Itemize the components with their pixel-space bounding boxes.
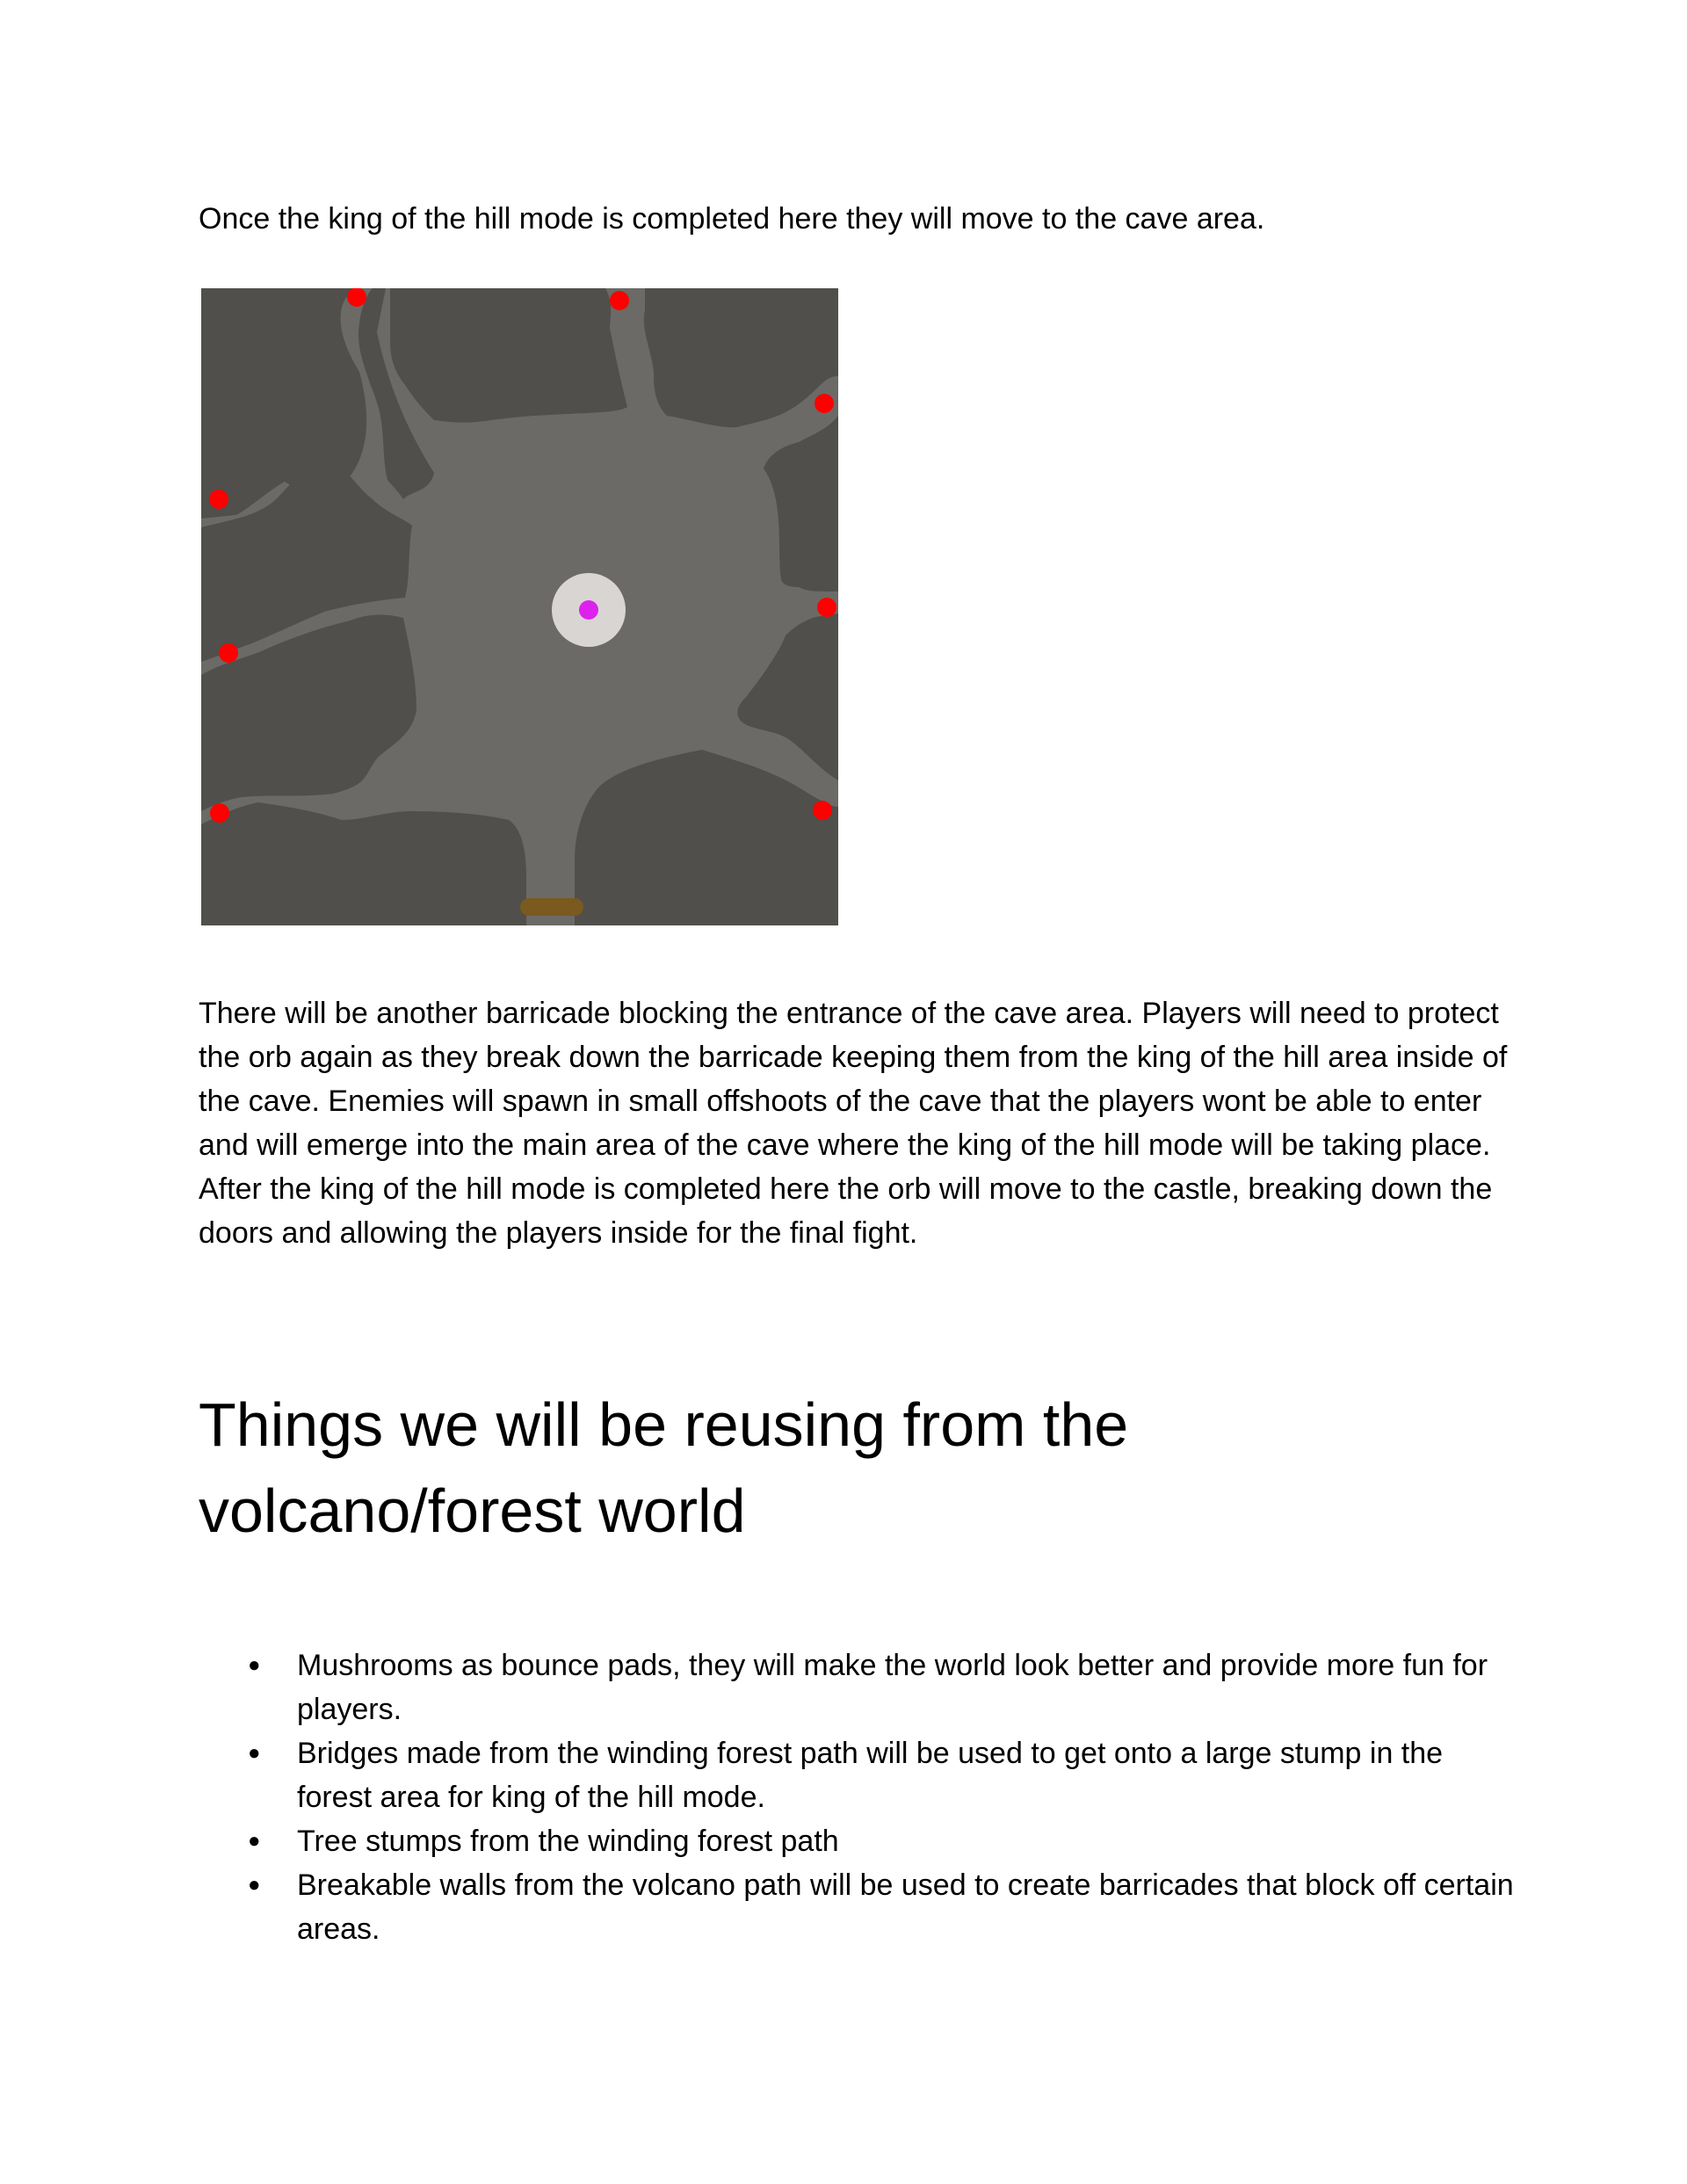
spawn-point-icon <box>209 490 228 509</box>
rock-bottom-left <box>201 802 526 925</box>
bullet-icon: ● <box>248 1653 261 1677</box>
intro-paragraph: Once the king of the hill mode is completed here they will move to the cave area. <box>199 202 1265 236</box>
spawn-point-icon <box>210 803 229 823</box>
barricade-icon <box>520 898 583 916</box>
spawn-point-icon <box>817 598 836 617</box>
list-item-text: Tree stumps from the winding forest path <box>297 1825 839 1858</box>
cave-description-paragraph: There will be another barricade blocking the entrance of the cave area. Players will need to protect the orb again as they break down the barricade keeping them from the king of the hill area inside of the cave. Enemies will spawn in small offshoots of the cave that the players wont be able to enter and will emerge into the main area of the cave where the king of the hill mode will be taking place. After the king of the hill mode is completed here the orb will move to the castle, breaking down the doors and allowing the players inside for the final fight. <box>199 997 1508 1250</box>
list-item <box>199 1819 1517 1863</box>
spawn-point-icon <box>813 801 832 820</box>
list-item-text: Mushrooms as bounce pads, they will make the world look better and provide more fun for players. <box>297 1649 1488 1726</box>
spawn-point-icon <box>347 288 366 307</box>
list-item <box>199 1731 1517 1819</box>
bullet-icon: ● <box>248 1873 261 1897</box>
orb-icon <box>579 600 598 620</box>
spawn-point-icon <box>610 291 629 310</box>
list-item <box>199 1863 1517 1951</box>
cave-map-image <box>201 288 838 925</box>
list-item-text: Bridges made from the winding forest path will be used to get onto a large stump in the forest area for king of the hill mode. <box>297 1737 1444 1814</box>
rock-top-center <box>390 288 627 423</box>
bullet-icon: ● <box>248 1829 261 1853</box>
bullet-icon: ● <box>248 1741 261 1765</box>
reuse-list <box>199 1643 1517 1951</box>
list-item-text: Breakable walls from the volcano path will be used to create barricades that block off certain areas. <box>297 1868 1514 1946</box>
list-item <box>199 1643 1517 1731</box>
cave-map-svg <box>201 288 838 925</box>
spawn-point-icon <box>219 643 238 663</box>
spawn-point-icon <box>815 394 834 413</box>
section-heading: Things we will be reusing from the volcano/forest world <box>199 1390 1129 1545</box>
